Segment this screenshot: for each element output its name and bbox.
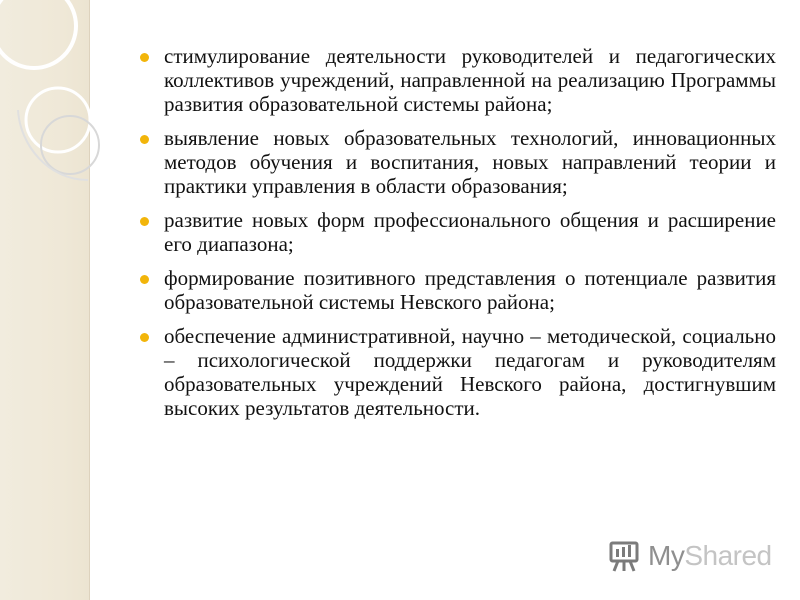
presentation-icon xyxy=(606,538,642,574)
bullet-text: развитие новых форм профессионального общения и расширение его диапазона; xyxy=(164,208,776,256)
bullet-dot xyxy=(140,333,149,342)
presentation-bar-3 xyxy=(628,545,631,557)
presentation-bar-1 xyxy=(616,549,619,557)
bullet-text: стимулирование деятельности руководителей и педагогических коллективов учреждений, направленной на реализацию Программы развития образовательной системы района; xyxy=(164,44,776,116)
bullet-text: формирование позитивного представления о потенциале развития образовательной системы Невского района; xyxy=(164,266,776,314)
bullet-list xyxy=(132,44,776,420)
watermark-text xyxy=(648,540,772,572)
bullet-dot xyxy=(140,275,149,284)
bullet-item xyxy=(132,208,776,256)
bullet-item xyxy=(132,126,776,198)
watermark-text-shared: Shared xyxy=(684,540,772,571)
bullet-dot xyxy=(140,217,149,226)
slide-content xyxy=(132,44,776,430)
bullet-dot xyxy=(140,53,149,62)
bullet-text: обеспечение административной, научно – методической, социально – психологической поддержки педагогам и руководителям образовательных учреждений Невского района, достигнувшим высоких результатов деятельности. xyxy=(164,324,776,420)
left-band-edge xyxy=(89,0,90,600)
bullet-item xyxy=(132,324,776,420)
left-decorative-band xyxy=(0,0,90,600)
myshared-watermark xyxy=(606,536,774,576)
bullet-item xyxy=(132,266,776,314)
watermark-text-my: My xyxy=(648,540,685,571)
bullet-item xyxy=(132,44,776,116)
presentation-bar-2 xyxy=(622,547,625,557)
bullet-dot xyxy=(140,135,149,144)
bullet-text: выявление новых образовательных технологий, инновационных методов обучения и воспитания, новых направлений теории и практики управления в области образования; xyxy=(164,126,776,198)
